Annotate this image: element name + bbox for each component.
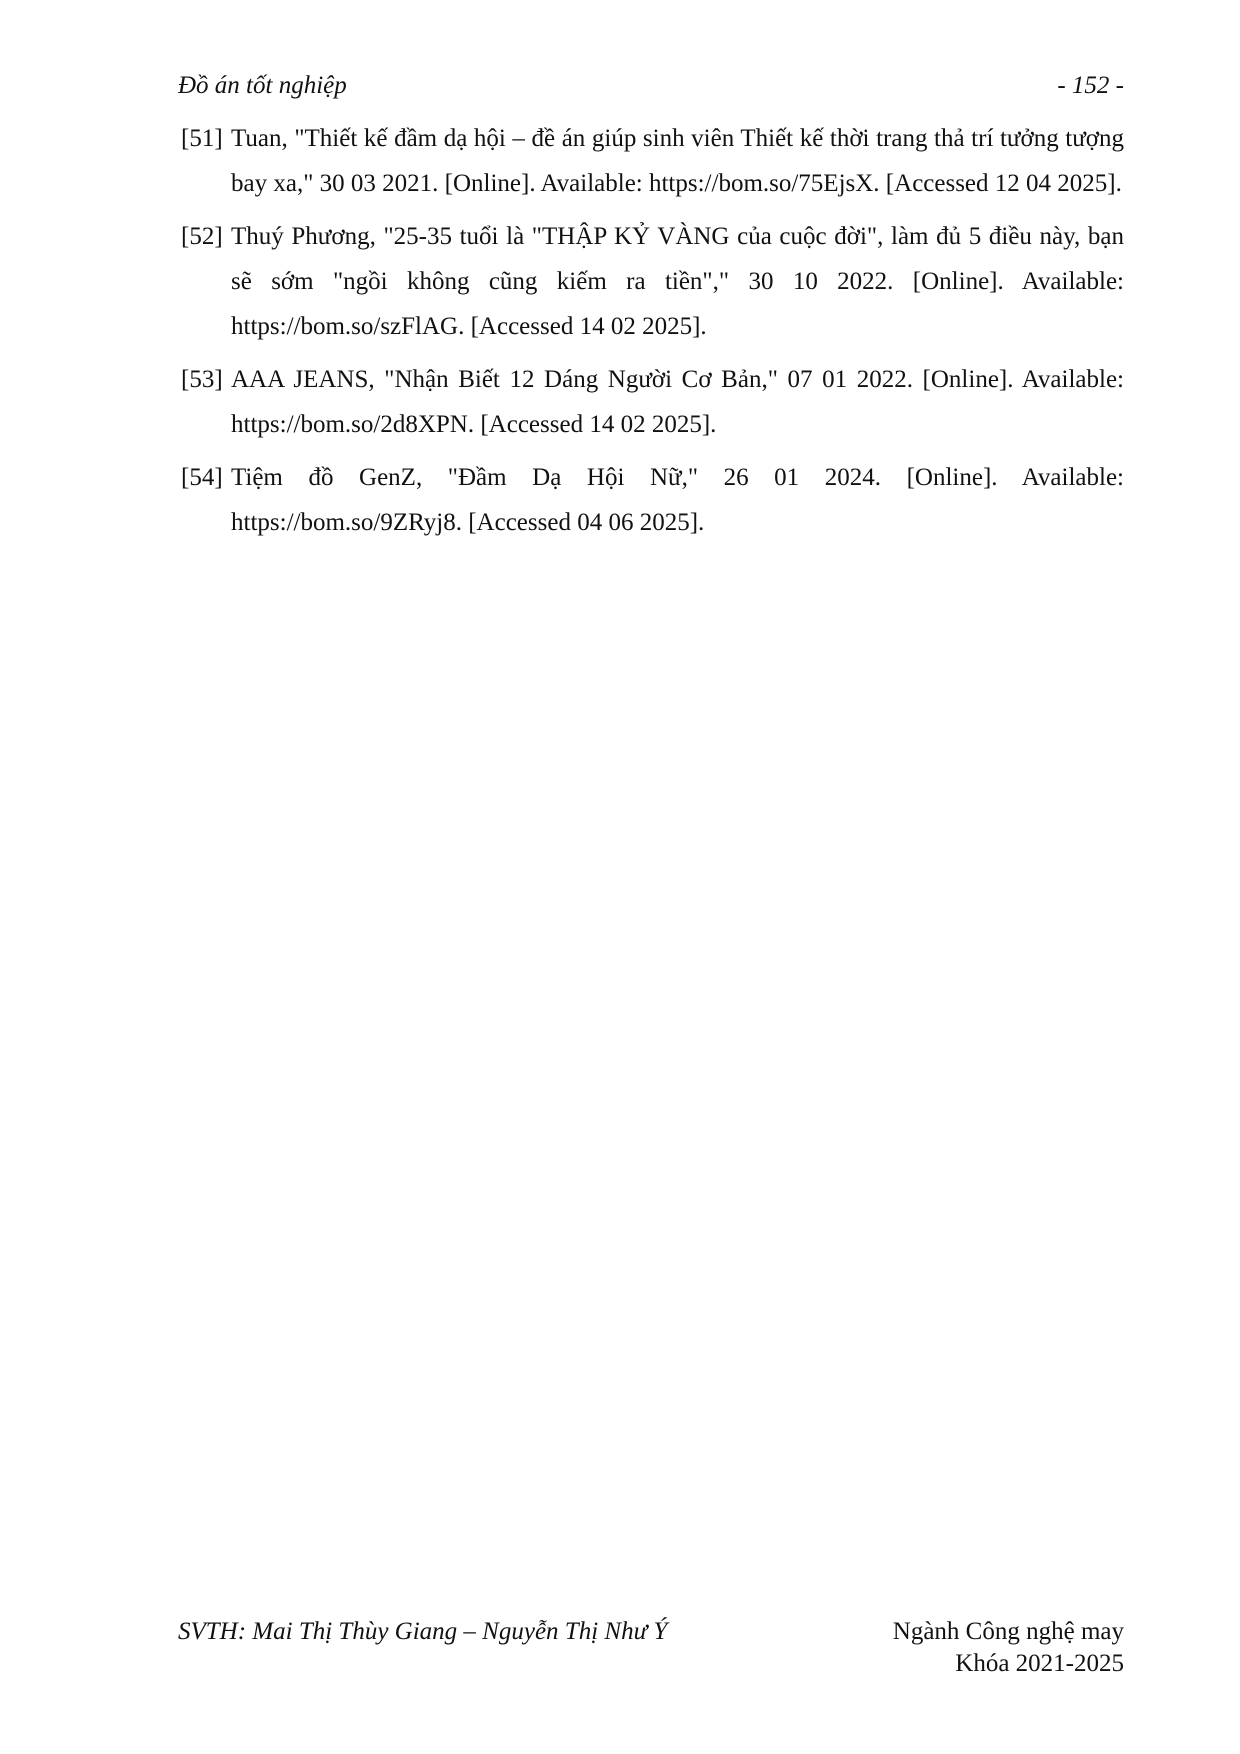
page-header	[178, 72, 1124, 100]
reference-item	[181, 357, 1124, 447]
footer-program	[893, 1616, 1124, 1680]
reference-item	[181, 214, 1124, 349]
footer-students: SVTH: Mai Thị Thùy Giang – Nguyễn Thị Như Ý	[178, 1618, 668, 1645]
page-footer	[178, 1616, 1124, 1680]
reference-number: [54]	[181, 464, 223, 491]
reference-text: AAA JEANS, "Nhận Biết 12 Dáng Người Cơ Bản," 07 01 2022. [Online]. Available: https://bom.so/2d8XPN. [Accessed 14 02 2025].	[231, 366, 1124, 438]
reference-text: Thuý Phương, "25-35 tuổi là "THẬP KỶ VÀNG của cuộc đời", làm đủ 5 điều này, bạn sẽ sớm "ngồi không cũng kiếm ra tiền"," 30 10 2022. [Online]. Available: https://bom.so/szFlAG. [Accessed 14 02 2025].	[231, 223, 1124, 340]
reference-number: [53]	[181, 366, 223, 393]
reference-item	[181, 116, 1124, 206]
document-title: Đồ án tốt nghiệp	[178, 72, 347, 99]
reference-item	[181, 455, 1124, 545]
reference-text: Tiệm đồ GenZ, "Đầm Dạ Hội Nữ," 26 01 2024. [Online]. Available: https://bom.so/9ZRyj8. [Accessed 04 06 2025].	[231, 464, 1124, 536]
footer-major: Ngành Công nghệ may	[892, 1618, 1124, 1645]
reference-text: Tuan, "Thiết kế đầm dạ hội – đề án giúp sinh viên Thiết kế thời trang thả trí tưởng tượng bay xa," 30 03 2021. [Online]. Available: https://bom.so/75EjsX. [Accessed 12 04 2025].	[231, 125, 1124, 197]
reference-number: [52]	[181, 223, 223, 250]
footer-cohort: Khóa 2021-2025	[955, 1650, 1124, 1677]
reference-number: [51]	[181, 125, 223, 152]
page-number: - 152 -	[1057, 72, 1124, 99]
reference-list	[181, 116, 1124, 553]
